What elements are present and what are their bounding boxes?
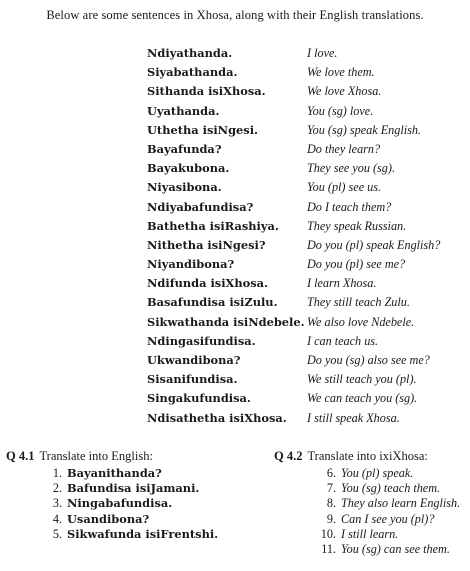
xhosa-sentence: Sikwathanda isiNdebele.	[147, 314, 305, 329]
sentence-pair	[0, 274, 470, 293]
xhosa-sentence: Nithetha isiNgesi?	[147, 237, 266, 252]
english-prompt: You (sg) teach them.	[341, 481, 441, 496]
sentence-pair	[0, 236, 470, 255]
question-4-1-heading	[6, 449, 153, 464]
english-translation: We love Xhosa.	[307, 84, 382, 99]
item-number: 1.	[52, 466, 62, 480]
xhosa-sentence: Niyandibona?	[147, 257, 235, 272]
xhosa-sentence: Sithanda isiXhosa.	[147, 84, 266, 99]
xhosa-sentence: Bayakubona.	[147, 161, 230, 176]
question-instruction: Translate into English:	[39, 449, 153, 463]
xhosa-prompt: Ningabafundisa.	[67, 496, 173, 511]
item-number: 4.	[52, 511, 62, 526]
xhosa-prompt: Bayanithanda?	[67, 466, 162, 480]
question-4-2-heading	[274, 449, 428, 464]
english-translation: They speak Russian.	[307, 218, 407, 233]
sentence-pair	[0, 140, 470, 159]
english-translation: Do I teach them?	[307, 199, 392, 214]
english-translation: Do you (sg) also see me?	[307, 353, 430, 367]
english-translation: I love.	[307, 46, 338, 60]
sentence-pair	[0, 159, 470, 178]
intro-text: Below are some sentences in Xhosa, along with their English translations.	[46, 8, 424, 22]
english-translation: You (sg) love.	[307, 103, 374, 118]
sentence-pair	[0, 217, 470, 236]
english-translation: They still teach Zulu.	[307, 295, 410, 310]
english-translation: I can teach us.	[307, 333, 379, 348]
xhosa-sentence: Uyathanda.	[147, 103, 220, 118]
sentence-pair	[0, 121, 470, 140]
sentence-pair	[0, 82, 470, 101]
english-translation: We can teach you (sg).	[307, 391, 418, 406]
english-translation: Do you (pl) see me?	[307, 257, 406, 272]
xhosa-sentence: Sisanifundisa.	[147, 372, 238, 387]
sentence-pair	[0, 332, 470, 351]
english-translation: We also love Ndebele.	[307, 314, 415, 329]
sentence-pair	[0, 370, 470, 389]
item-number: 6.	[326, 466, 336, 480]
sentence-pair	[0, 102, 470, 121]
sentence-pair	[0, 44, 470, 63]
sentence-pair	[0, 351, 470, 370]
item-number: 11.	[321, 541, 336, 556]
xhosa-sentence: Bayafunda?	[147, 141, 222, 156]
item-number: 9.	[326, 511, 336, 526]
question-label: Q 4.1	[6, 449, 35, 463]
xhosa-prompt: Usandibona?	[67, 511, 150, 526]
xhosa-sentence: Ndisathetha isiXhosa.	[147, 410, 287, 425]
item-number: 3.	[52, 496, 62, 511]
xhosa-sentence: Ndiyabafundisa?	[147, 199, 254, 214]
english-translation: You (pl) see us.	[307, 180, 382, 195]
english-prompt: You (sg) can see them.	[341, 541, 450, 556]
item-number: 5.	[52, 526, 62, 541]
xhosa-sentence: Siyabathanda.	[147, 65, 238, 80]
item-number: 8.	[326, 496, 336, 511]
xhosa-sentence: Ndiyathanda.	[147, 46, 233, 60]
english-translation: You (sg) speak English.	[307, 122, 421, 137]
english-translation: We still teach you (pl).	[307, 372, 417, 387]
sentence-pair	[0, 255, 470, 274]
xhosa-sentence: Ndingasifundisa.	[147, 333, 256, 348]
sentence-pair	[0, 63, 470, 82]
sentence-pair	[0, 293, 470, 312]
xhosa-sentence: Singakufundisa.	[147, 391, 251, 406]
item-number: 7.	[326, 481, 336, 496]
english-prompt: You (pl) speak.	[341, 466, 414, 480]
sentence-pair	[0, 313, 470, 332]
english-translation: Do they learn?	[307, 141, 381, 156]
question-instruction: Translate into ixiXhosa:	[307, 449, 428, 463]
english-prompt: I still learn.	[341, 526, 399, 541]
xhosa-sentence: Ukwandibona?	[147, 353, 241, 367]
question-label: Q 4.2	[274, 449, 303, 463]
sentence-pair	[0, 198, 470, 217]
xhosa-sentence: Niyasibona.	[147, 180, 222, 195]
english-translation: They see you (sg).	[307, 161, 395, 176]
sentence-pairs	[0, 44, 470, 428]
xhosa-prompt: Bafundisa isiJamani.	[67, 481, 200, 496]
english-translation: Do you (pl) speak English?	[307, 237, 441, 252]
xhosa-prompt: Sikwafunda isiFrentshi.	[67, 526, 219, 541]
xhosa-sentence: Uthetha isiNgesi.	[147, 122, 259, 137]
item-number: 2.	[52, 481, 62, 496]
english-translation: I still speak Xhosa.	[307, 410, 400, 425]
sentence-pair	[0, 389, 470, 408]
english-translation: We love them.	[307, 65, 375, 80]
item-number: 10.	[320, 526, 336, 541]
sentence-pair	[0, 178, 470, 197]
xhosa-sentence: Basafundisa isiZulu.	[147, 295, 278, 310]
sentence-pair	[0, 409, 470, 428]
xhosa-sentence: Ndifunda isiXhosa.	[147, 276, 269, 291]
english-prompt: Can I see you (pl)?	[341, 511, 435, 526]
english-translation: I learn Xhosa.	[307, 276, 377, 291]
xhosa-sentence: Bathetha isiRashiya.	[147, 218, 279, 233]
english-prompt: They also learn English.	[341, 496, 461, 511]
